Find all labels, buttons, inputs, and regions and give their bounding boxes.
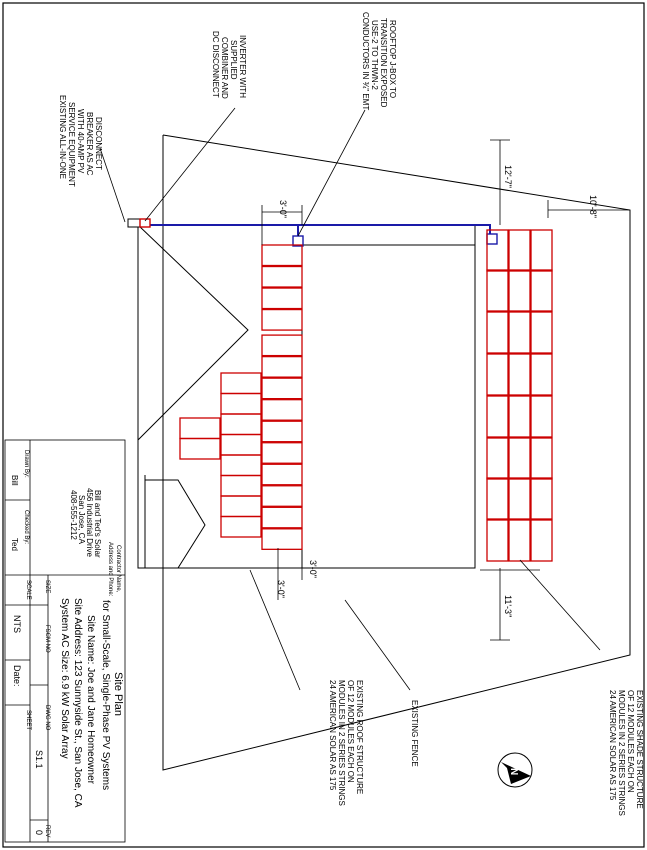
tb-drawn-by: Bill xyxy=(10,475,19,486)
tb-title: Site Plan xyxy=(112,672,124,717)
tb-dwg-no: S1.1 xyxy=(34,750,44,769)
tb-rev: 0 xyxy=(34,830,44,836)
tb-size-label: SIZE xyxy=(44,580,50,594)
tb-drawn-label: Drawn By: xyxy=(23,450,29,478)
svg-text:TRANSITION EXPOSED: TRANSITION EXPOSED xyxy=(379,18,388,108)
svg-text:INVERTER WITH: INVERTER WITH xyxy=(238,35,247,98)
shade-jbox xyxy=(487,234,497,244)
dim-10-8: 10'-8" xyxy=(588,195,598,218)
tb-rev-label: REV xyxy=(44,825,50,838)
svg-text:EXISTING ALL-IN-ONE: EXISTING ALL-IN-ONE xyxy=(58,95,67,180)
dim-bottom-3a: 3'-0" xyxy=(308,560,318,578)
svg-text:DC DISCONNECT: DC DISCONNECT xyxy=(211,31,220,98)
svg-text:OF 12 MODULES EACH ON: OF 12 MODULES EACH ON xyxy=(346,680,355,783)
svg-text:MODULES IN 2 SERIES STRINGS: MODULES IN 2 SERIES STRINGS xyxy=(617,690,626,816)
inverter-box xyxy=(140,219,150,227)
tb-checked-by: Ted xyxy=(10,538,19,551)
tb-contractor-3: San Jose, CA xyxy=(77,495,86,544)
dim-11-3: 11'-3" xyxy=(503,595,513,618)
svg-text:WITH 40-AMP PV: WITH 40-AMP PV xyxy=(76,109,85,174)
tb-fscm-label: FSCM NO xyxy=(44,625,50,653)
svg-text:SERVICE EQUIPMENT: SERVICE EQUIPMENT xyxy=(67,102,76,187)
dim-bottom-3b: 3'-0" xyxy=(276,580,286,598)
annotation-fence: EXISTING FENCE xyxy=(410,700,419,767)
tb-scale-label: SCALE xyxy=(25,580,31,600)
tb-contractor-4: 408-555-1212 xyxy=(69,490,78,540)
svg-text:N: N xyxy=(508,768,519,776)
svg-text:MODULES IN 2 SERIES STRINGS: MODULES IN 2 SERIES STRINGS xyxy=(337,680,346,806)
annotation-roof-array xyxy=(328,680,364,806)
svg-text:24 AMERICAN SOLAR AS 175: 24 AMERICAN SOLAR AS 175 xyxy=(608,690,617,801)
tb-contractor-label-2: Address and Phone: xyxy=(107,542,113,597)
service-equipment-box xyxy=(128,219,140,227)
annotation-inverter xyxy=(211,31,247,99)
tb-contractor-1: Bill and Ted's Solar xyxy=(93,490,102,558)
dim-top-left: 3'-0" xyxy=(278,200,288,218)
svg-text:USE-2 TO THWN-2: USE-2 TO THWN-2 xyxy=(370,20,379,90)
svg-text:EXISTING SHADE STRUCTURE: EXISTING SHADE STRUCTURE xyxy=(635,690,644,809)
svg-text:CONDUCTORS IN ¾" EMT: CONDUCTORS IN ¾" EMT xyxy=(361,12,370,111)
tb-contractor-2: 456 Industrial Drive xyxy=(85,488,94,557)
north-arrow-icon xyxy=(498,753,532,787)
annotation-shade-array xyxy=(608,690,644,816)
svg-text:ROOFTOP J-BOX TO: ROOFTOP J-BOX TO xyxy=(388,20,397,99)
svg-text:OF 12 MODULES EACH ON: OF 12 MODULES EACH ON xyxy=(626,690,635,793)
dim-12-7: 12'-7" xyxy=(503,165,513,188)
svg-text:SUPPLIED: SUPPLIED xyxy=(229,40,238,80)
tb-scale: NTS xyxy=(12,615,22,633)
svg-text:DISCONNECT: DISCONNECT xyxy=(94,117,103,170)
tb-sheet-label: SHEET xyxy=(25,710,31,731)
tb-subtitle: for Small-Scale, Single-Phase PV Systems xyxy=(100,600,111,791)
tb-contractor-label-1: Contractor Name, xyxy=(115,545,121,593)
tb-checked-label: Checked By: xyxy=(23,510,29,545)
svg-text:EXISTING ROOF STRUCTURE: EXISTING ROOF STRUCTURE xyxy=(355,680,364,795)
tb-date-label: Date: xyxy=(12,665,22,687)
svg-text:COMBINER AND: COMBINER AND xyxy=(220,37,229,99)
svg-text:BREAKER AS AC: BREAKER AS AC xyxy=(85,112,94,176)
tb-site-address: Site Address: 123 Sunnyside St., San Jose, CA xyxy=(72,598,83,808)
tb-system-size: System AC Size: 6.9 kW Solar Array xyxy=(59,598,70,759)
tb-site-name: Site Name: Joe and Jane Homeowner xyxy=(85,615,96,784)
svg-text:24 AMERICAN SOLAR AS 175: 24 AMERICAN SOLAR AS 175 xyxy=(328,680,337,791)
tb-dwg-label: DWG NO xyxy=(44,705,50,731)
